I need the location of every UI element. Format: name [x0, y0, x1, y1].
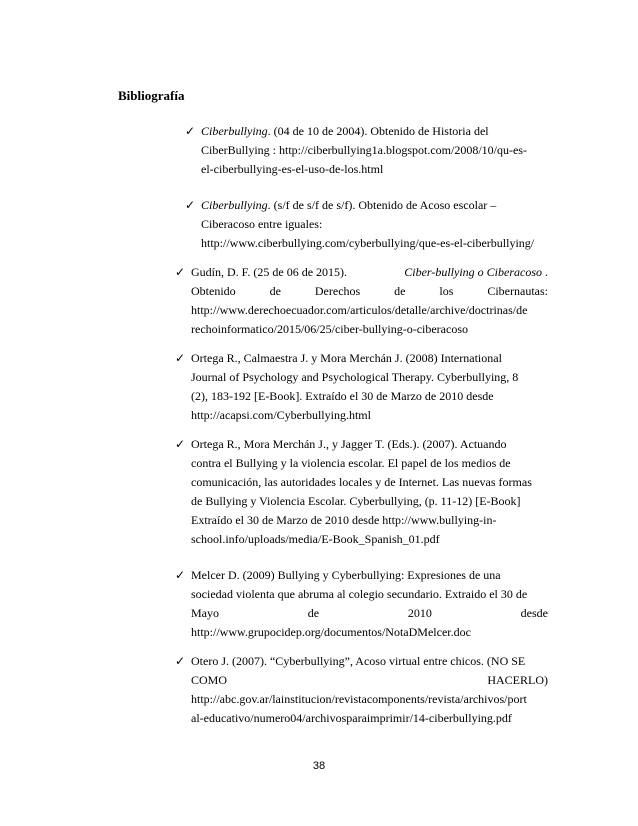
entry-author: Gudín, D. F. (25 de 06 de 2015).: [191, 265, 348, 279]
bibliography-entry: ✓ Melcer D. (2009) Bullying y Cyberbullying: Expresiones de una sociedad violenta que abruma al colegio secundario. Extraido el 30 de Mayo de 2010 desde http://www.grupocidep.org/documentos/NotaDMelcer.doc: [191, 566, 548, 642]
entry-url: http://www.ciberbullying.com/cyberbullying/que-es-el-ciberbullying/: [201, 236, 535, 250]
entry-text: CiberBullying : http://ciberbullying1a.blogspot.com/2008/10/qu-es-: [201, 143, 527, 157]
entry-text: . (04 de 10 de 2004). Obtenido de Historia del: [267, 124, 489, 138]
entry-text: Ciberacoso entre iguales:: [201, 217, 323, 231]
entry-title: Ciber-bullying o Ciberacoso: [404, 265, 542, 279]
page-heading: Bibliografía: [118, 88, 185, 103]
entry-text: comunicación, las autoridades locales y de Internet. Las nuevas formas: [191, 475, 532, 489]
check-icon: ✓: [175, 265, 186, 279]
bibliography-entry: [175, 349, 548, 425]
entry-text: Journal of Psychology and Psychological Therapy. Cyberbullying, 8: [191, 370, 519, 384]
entry-text: Ortega R., Calmaestra J. y Mora Merchán J. (2008) International: [191, 351, 502, 365]
entry-title: Ciberbullying: [201, 198, 268, 212]
check-icon: ✓: [175, 654, 186, 668]
entry-url: http://www.grupocidep.org/documentos/NotaDMelcer.doc: [191, 625, 471, 639]
check-icon: ✓: [175, 437, 186, 451]
bibliography-entry: [175, 435, 548, 549]
entry-url: el-ciberbullying-es-el-uso-de-los.html: [201, 162, 384, 176]
page-number: 38: [312, 760, 326, 772]
entry-url: rechoinformatico/2015/06/25/ciber-bullying-o-ciberacoso: [191, 322, 469, 336]
check-icon: ✓: [175, 568, 186, 582]
entry-title: Ciberbullying: [201, 124, 268, 138]
entry-text: Melcer D. (2009) Bullying y Cyberbullying: Expresiones de una: [191, 568, 501, 582]
bibliography-entry: [185, 122, 531, 179]
entry-text: de Bullying y Violencia Escolar. Cyberbullying, (p. 11-12) [E-Book]: [191, 494, 521, 508]
bibliography-entry: [185, 196, 551, 253]
check-icon: ✓: [185, 198, 196, 212]
entry-url: http://www.derechoecuador.com/articulos/detalle/archive/doctrinas/de: [191, 303, 528, 317]
entry-text: contra el Bullying y la violencia escolar. El papel de los medios de: [191, 456, 511, 470]
entry-url: http://acapsi.com/Cyberbullying.html: [191, 408, 371, 422]
entry-text: sociedad violenta que abruma al colegio secundario. Extraido el 30 de: [191, 587, 528, 601]
entry-url: al-educativo/numero04/archivosparaimprimir/14-ciberbullying.pdf: [191, 711, 512, 725]
bibliography-entry: ✓ Gudín, D. F. (25 de 06 de 2015). Ciber-bullying o Ciberacoso . Obtenido de Derechos de los Cibernautas: http://www.derechoecuador.com/articulos/detalle/archive/doctrinas/de rechoinformatico/2015/06/25/ciber-bullying-o-ciberacoso: [191, 263, 548, 339]
check-icon: ✓: [185, 124, 196, 138]
bibliography-entry: ✓ Otero J. (2007). “Cyberbullying”, Acoso virtual entre chicos. (NO SE COMO HACERLO) http://abc.gov.ar/lainstitucion/revistacomponents/revista/archivos/port al-educativo/numero04/archivosparaimprimir/14-ciberbullying.pdf: [191, 652, 548, 728]
check-icon: ✓: [175, 351, 186, 365]
entry-text: (2), 183-192 [E-Book]. Extraído el 30 de Marzo de 2010 desde: [191, 389, 494, 403]
entry-text: Ortega R., Mora Merchán J., y Jagger T. (Eds.). (2007). Actuando: [191, 437, 507, 451]
entry-text: . (s/f de s/f de s/f). Obtenido de Acoso escolar –: [267, 198, 497, 212]
entry-text: Otero J. (2007). “Cyberbullying”, Acoso virtual entre chicos. (NO SE: [191, 654, 526, 668]
entry-url: school.info/uploads/media/E-Book_Spanish_01.pdf: [191, 532, 440, 546]
entry-text: Extraído el 30 de Marzo de 2010 desde http://www.bullying-in-: [191, 513, 497, 527]
entry-url: http://abc.gov.ar/lainstitucion/revistacomponents/revista/archivos/port: [191, 692, 527, 706]
